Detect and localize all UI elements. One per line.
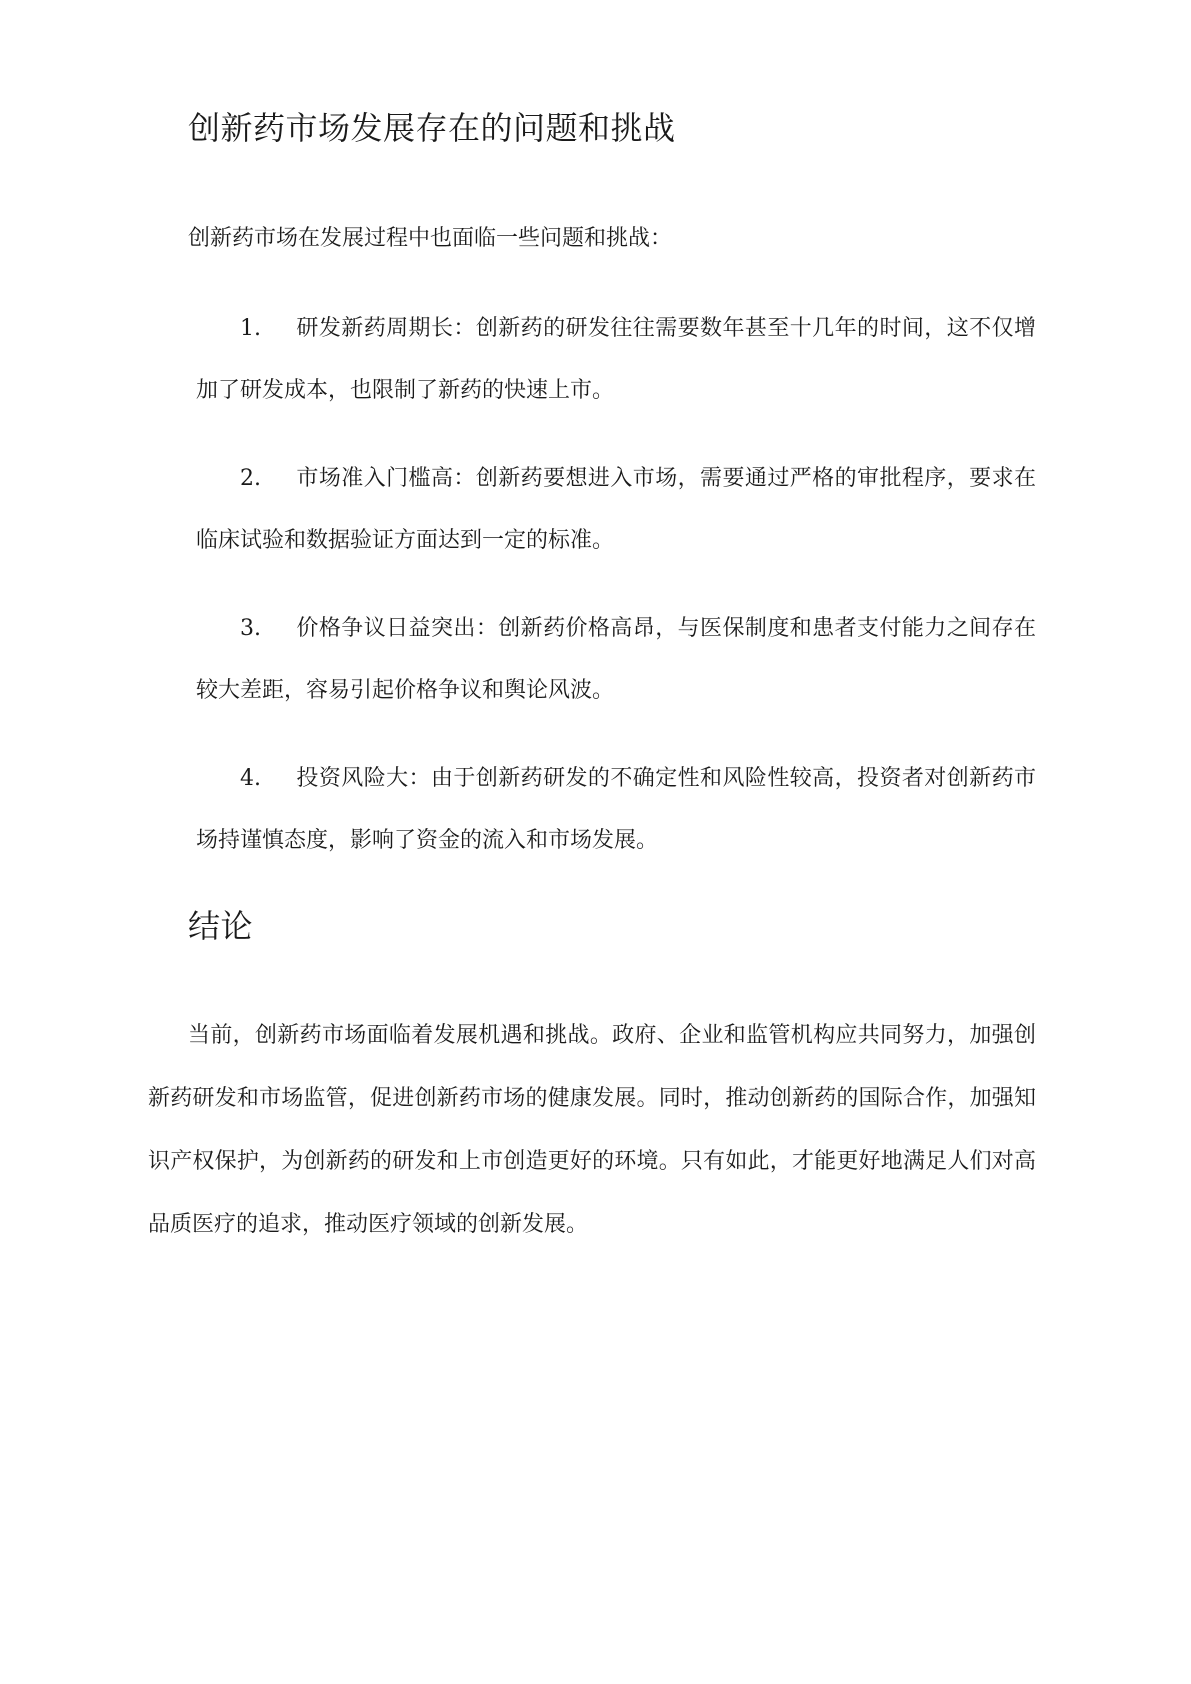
intro-paragraph: 创新药市场在发展过程中也面临一些问题和挑战： xyxy=(188,226,673,251)
list-item-number: 3. xyxy=(240,616,261,641)
section-heading-conclusion: 结论 xyxy=(188,907,254,945)
conclusion-paragraph: 当前，创新药市场面临着发展机遇和挑战。政府、企业和监管机构应共同努力，加强创新药研发和市场监管，促进创新药市场的健康发展。同时，推动创新药的国际合作，加强知识产权保护，为创新药的研发和上市创造更好的环境。只有如此，才能更好地满足人们对高品质医疗的追求，推动医疗领域的创新发展。 xyxy=(148,1023,1036,1237)
list-item-text: 研发新药周期长：创新药的研发往往需要数年甚至十几年的时间，这不仅增加了研发成本，也限制了新药的快速上市。 xyxy=(196,316,1036,403)
list-item-text: 市场准入门槛高：创新药要想进入市场，需要通过严格的审批程序，要求在临床试验和数据验证方面达到一定的标准。 xyxy=(196,466,1036,553)
list-item xyxy=(196,748,1036,872)
list-item xyxy=(196,598,1036,722)
list-item-text: 投资风险大：由于创新药研发的不确定性和风险性较高，投资者对创新药市场持谨慎态度，影响了资金的流入和市场发展。 xyxy=(196,766,1036,853)
section-heading-challenges: 创新药市场发展存在的问题和挑战 xyxy=(188,109,676,147)
list-item-number: 1. xyxy=(240,316,261,341)
list-item xyxy=(196,448,1036,572)
list-item-number: 2. xyxy=(240,466,261,491)
list-item-number: 4. xyxy=(240,766,261,791)
list-item-text: 价格争议日益突出：创新药价格高昂，与医保制度和患者支付能力之间存在较大差距，容易引起价格争议和舆论风波。 xyxy=(196,616,1036,703)
list-item xyxy=(196,298,1036,422)
